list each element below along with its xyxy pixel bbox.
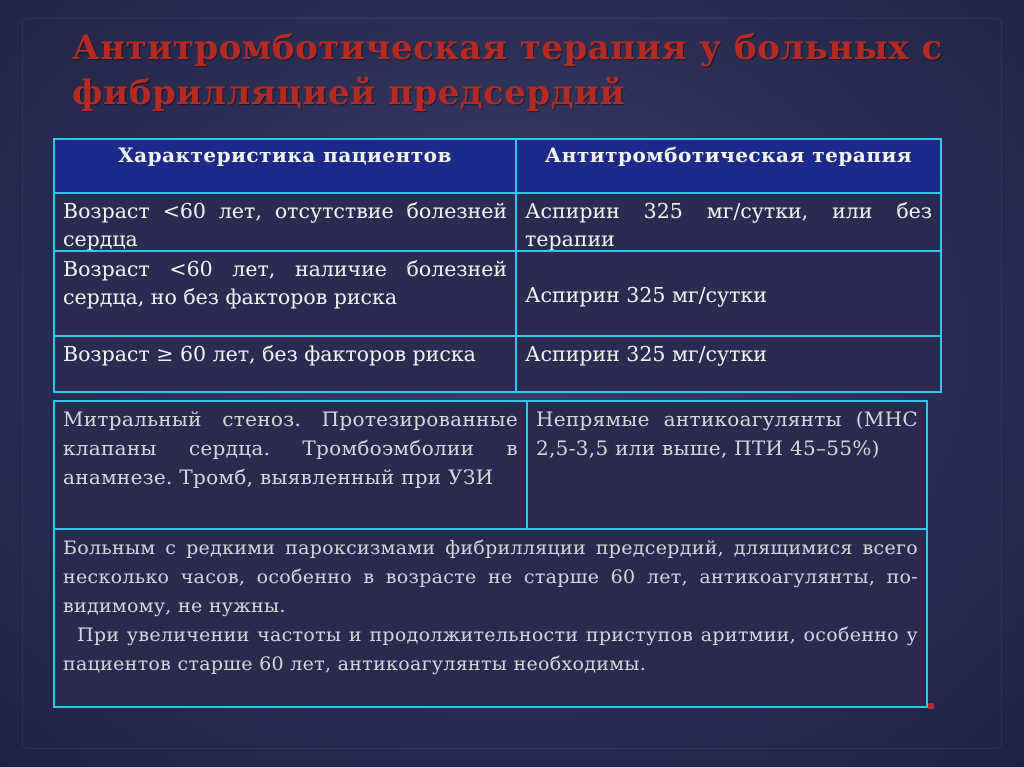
slide-title: Антитромботическая терапия у больных с фибрилляцией предсердий — [72, 28, 943, 113]
corner-marker — [928, 703, 934, 709]
row-2-therapy: Аспирин 325 мг/сутки — [515, 250, 942, 337]
row-1-characteristic: Возраст <60 лет, отсутствие болезней сердца — [53, 192, 517, 252]
note-paragraph-1: Больным с редкими пароксизмами фибрилляции предсердий, длящимися всего несколько часов, особенно в возрасте не старше 60 лет, антикоагулянты, по-видимому, не нужны. — [63, 537, 918, 617]
header-characteristic: Характеристика пациентов — [53, 138, 517, 194]
row-3-characteristic: Возраст ≥ 60 лет, без факторов риска — [53, 335, 517, 393]
header-therapy: Антитромботическая терапия — [515, 138, 942, 194]
row-4-characteristic: Митральный стеноз. Протезированные клапаны сердца. Тромбоэмболии в анамнезе. Тромб, выявленный при УЗИ — [53, 400, 528, 530]
row-4-therapy: Непрямые антикоагулянты (МНС 2,5-3,5 или выше, ПТИ 45–55%) — [526, 400, 928, 530]
row-3-therapy: Аспирин 325 мг/сутки — [515, 335, 942, 393]
note-block — [53, 528, 928, 708]
row-1-therapy: Аспирин 325 мг/сутки, или без терапии — [515, 192, 942, 252]
note-paragraph-2: При увеличении частоты и продолжительности приступов аритмии, особенно у пациентов старше 60 лет, антикоагулянты необходимы. — [63, 624, 918, 675]
row-2-characteristic: Возраст <60 лет, наличие болезней сердца, но без факторов риска — [53, 250, 517, 337]
